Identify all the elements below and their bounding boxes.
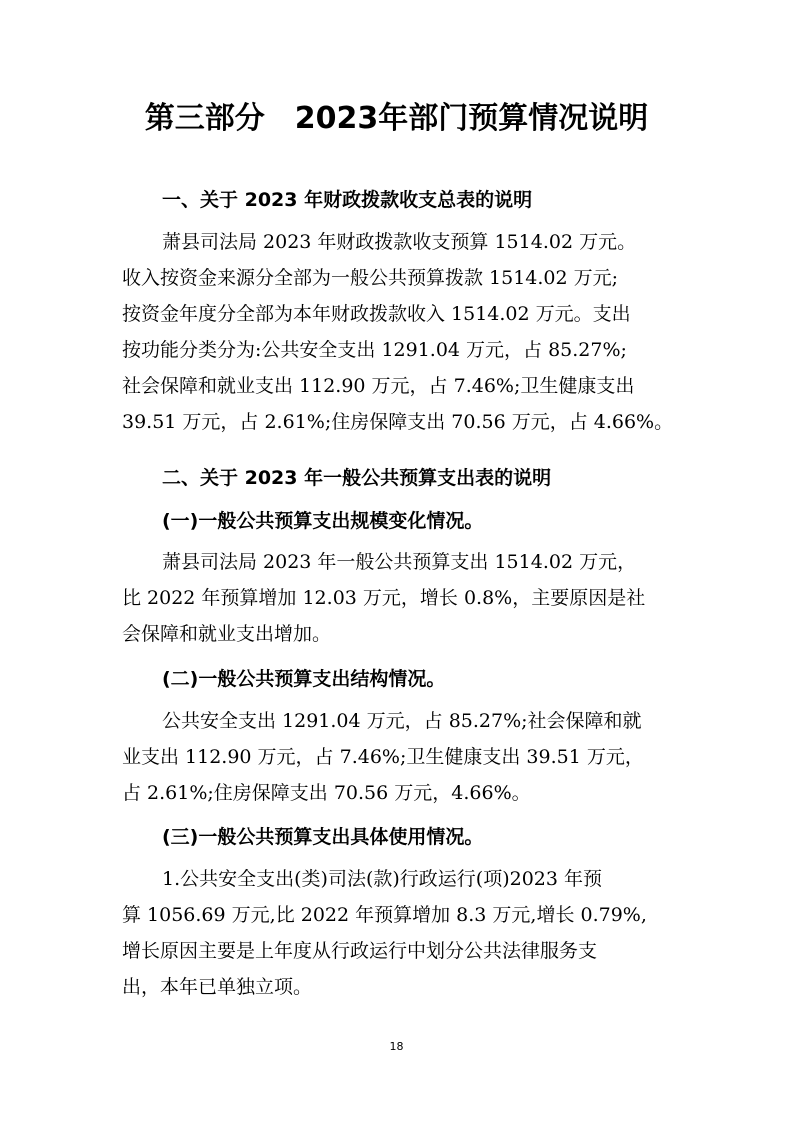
text-line: 增长原因主要是上年度从行政运行中划分公共法律服务支	[122, 940, 598, 962]
text-line: 算 1056.69 万元,比 2022 年预算增加 8.3 万元,增长 0.79%,	[122, 904, 647, 926]
text-line: 社会保障和就业支出 112.90 万元，占 7.46%;卫生健康支出	[122, 375, 635, 397]
section-heading-2: 二、关于 2023 年一般公共预算支出表的说明	[162, 467, 552, 489]
text-line: 公共安全支出 1291.04 万元，占 85.27%;社会保障和就	[162, 710, 642, 732]
subsection-3-paragraph	[122, 861, 678, 1005]
page-number: 18	[389, 1040, 404, 1053]
text-line: 39.51 万元，占 2.61%;住房保障支出 70.56 万元，占 4.66%。	[122, 411, 674, 433]
page-title: 第三部分 2023年部门预算情况说明	[144, 101, 649, 136]
text-line: 出，本年已单独立项。	[122, 976, 313, 998]
section-heading-1: 一、关于 2023 年财政拨款收支总表的说明	[162, 189, 533, 211]
section-1-paragraph	[122, 224, 678, 440]
subsection-heading-2: (二)一般公共预算支出结构情况。	[162, 668, 446, 690]
text-line: 1.公共安全支出(类)司法(款)行政运行(项)2023 年预	[162, 868, 602, 890]
subsection-heading-3: (三)一般公共预算支出具体使用情况。	[162, 826, 484, 848]
subsection-2-paragraph	[122, 703, 678, 811]
text-line: 萧县司法局 2023 年一般公共预算支出 1514.02 万元，	[162, 551, 637, 573]
subsection-1-paragraph	[122, 544, 678, 652]
text-line: 占 2.61%;住房保障支出 70.56 万元，4.66%。	[122, 782, 531, 804]
subsection-heading-1: (一)一般公共预算支出规模变化情况。	[162, 510, 484, 532]
text-line: 按功能分类分为:公共安全支出 1291.04 万元，占 85.27%;	[122, 339, 627, 361]
text-line: 按资金年度分全部为本年财政拨款收入 1514.02 万元。支出	[122, 303, 631, 325]
text-line: 萧县司法局 2023 年财政拨款收支预算 1514.02 万元。	[162, 231, 637, 253]
text-line: 会保障和就业支出增加。	[122, 623, 332, 645]
text-line: 收入按资金来源分全部为一般公共预算拨款 1514.02 万元;	[122, 267, 619, 289]
text-line: 业支出 112.90 万元，占 7.46%;卫生健康支出 39.51 万元，	[122, 746, 644, 768]
text-line: 比 2022 年预算增加 12.03 万元，增长 0.8%，主要原因是社	[122, 587, 646, 609]
